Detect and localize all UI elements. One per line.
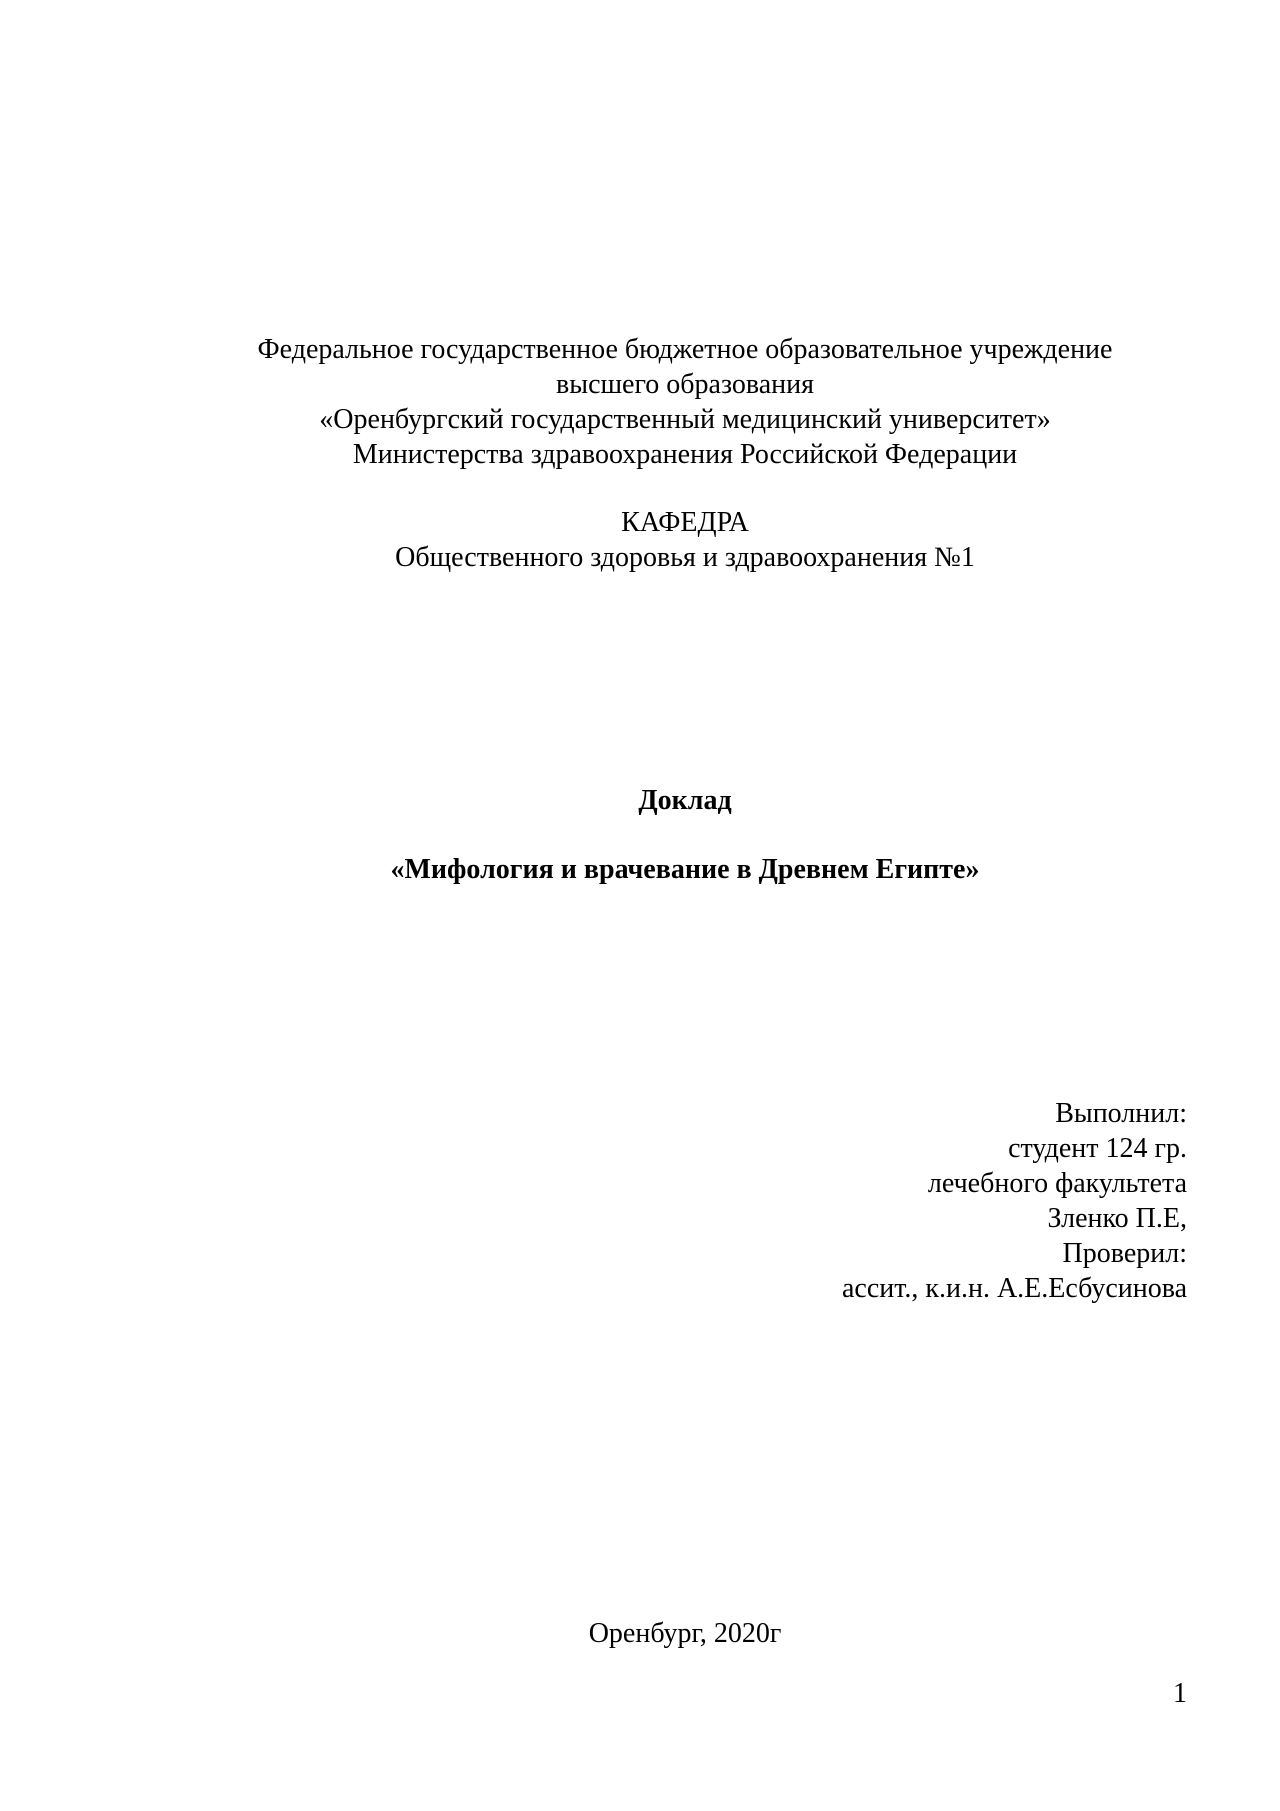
report-type: Доклад <box>638 785 732 816</box>
student-name: Зленко П.Е, <box>1047 1203 1187 1234</box>
department-label: КАФЕДРА <box>621 507 749 538</box>
reviewer: ассит., к.и.н. А.Е.Есбусинова <box>841 1273 1187 1304</box>
ministry-line: Министерства здравоохранения Российской Федерации <box>352 439 1018 470</box>
completed-label: Выполнил: <box>1055 1098 1187 1129</box>
page-number: 1 <box>1173 1678 1187 1709</box>
institution-header <box>45 332 1280 472</box>
department-block <box>45 505 1280 575</box>
city-year: Оренбург, 2020г <box>588 1618 782 1649</box>
department-name: Общественного здоровья и здравоохранения №1 <box>395 542 975 573</box>
institution-line-1: Федеральное государственное бюджетное образовательное учреждение <box>257 334 1113 365</box>
signature-block <box>842 1096 1187 1306</box>
report-title: «Мифология и врачевание в Древнем Египте» <box>390 854 980 885</box>
institution-line-2: высшего образования <box>556 369 814 400</box>
institution-name: «Оренбургский государственный медицинский университет» <box>319 404 1051 435</box>
faculty: лечебного факультета <box>927 1168 1187 1199</box>
checked-label: Проверил: <box>1062 1238 1187 1269</box>
student-group: студент 124 гр. <box>1008 1133 1187 1164</box>
